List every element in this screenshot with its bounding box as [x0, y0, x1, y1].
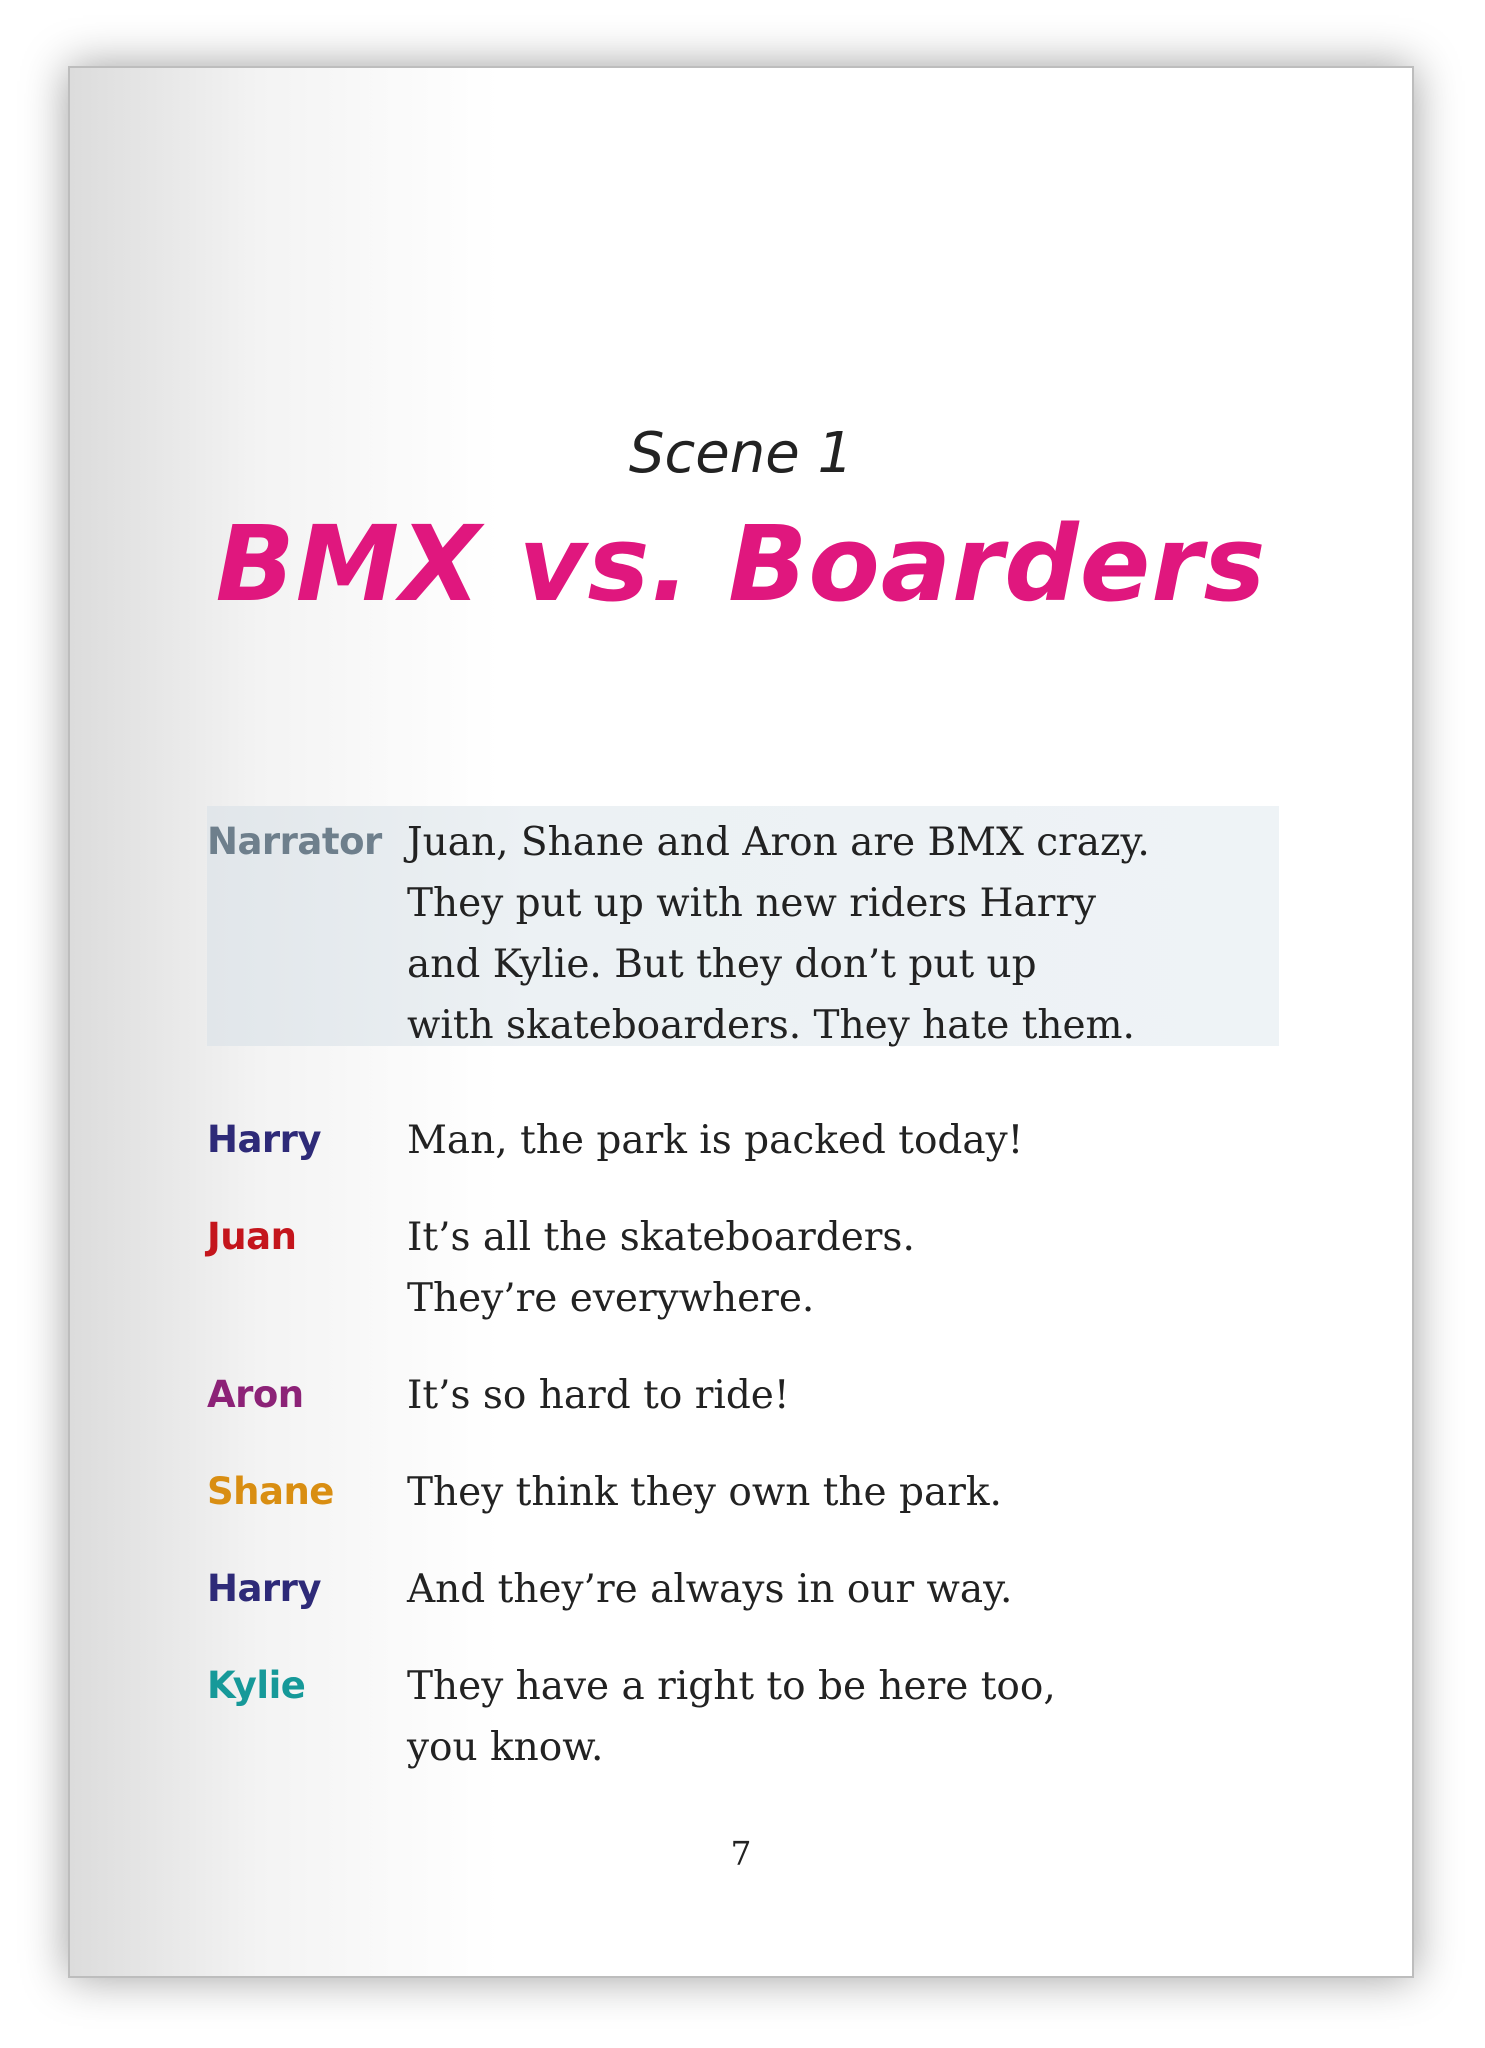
speech-line: They think they own the park. — [407, 1470, 1002, 1515]
speech-line: It’s so hard to ride! — [407, 1373, 790, 1418]
speech-line: It’s all the skateboarders. — [407, 1215, 915, 1260]
speaker-name: Narrator — [207, 820, 382, 863]
speech-text — [407, 1365, 1287, 1426]
speech-line: They have a right to be here too, — [407, 1664, 1056, 1709]
speech-text — [407, 1462, 1287, 1523]
speech-text — [407, 812, 1287, 1056]
speech-text — [407, 1559, 1287, 1620]
speech-line: They’re everywhere. — [407, 1276, 815, 1321]
speaker-name: Shane — [207, 1470, 334, 1513]
speech-text — [407, 1110, 1287, 1171]
scene-label: Scene 1 — [628, 421, 854, 486]
book-page — [68, 66, 1414, 1978]
speaker-name: Harry — [207, 1118, 322, 1161]
page-number: 7 — [730, 1834, 752, 1873]
speaker-name: Juan — [207, 1215, 297, 1258]
speech-text — [407, 1207, 1287, 1329]
speech-line: Man, the park is packed today! — [407, 1118, 1024, 1163]
speaker-name: Aron — [207, 1373, 304, 1416]
scene-title: BMX vs. Boarders — [215, 503, 1267, 625]
speech-line: Juan, Shane and Aron are BMX crazy. — [407, 820, 1150, 865]
speech-text — [407, 1656, 1287, 1778]
speech-line: And they’re always in our way. — [407, 1567, 1013, 1612]
speech-line: They put up with new riders Harry — [407, 881, 1097, 926]
speaker-name: Kylie — [207, 1664, 306, 1707]
speaker-name: Harry — [207, 1567, 322, 1610]
speech-line: you know. — [407, 1725, 604, 1770]
speech-line: and Kylie. But they don’t put up — [407, 942, 1037, 987]
speech-line: with skateboarders. They hate them. — [407, 1003, 1135, 1048]
